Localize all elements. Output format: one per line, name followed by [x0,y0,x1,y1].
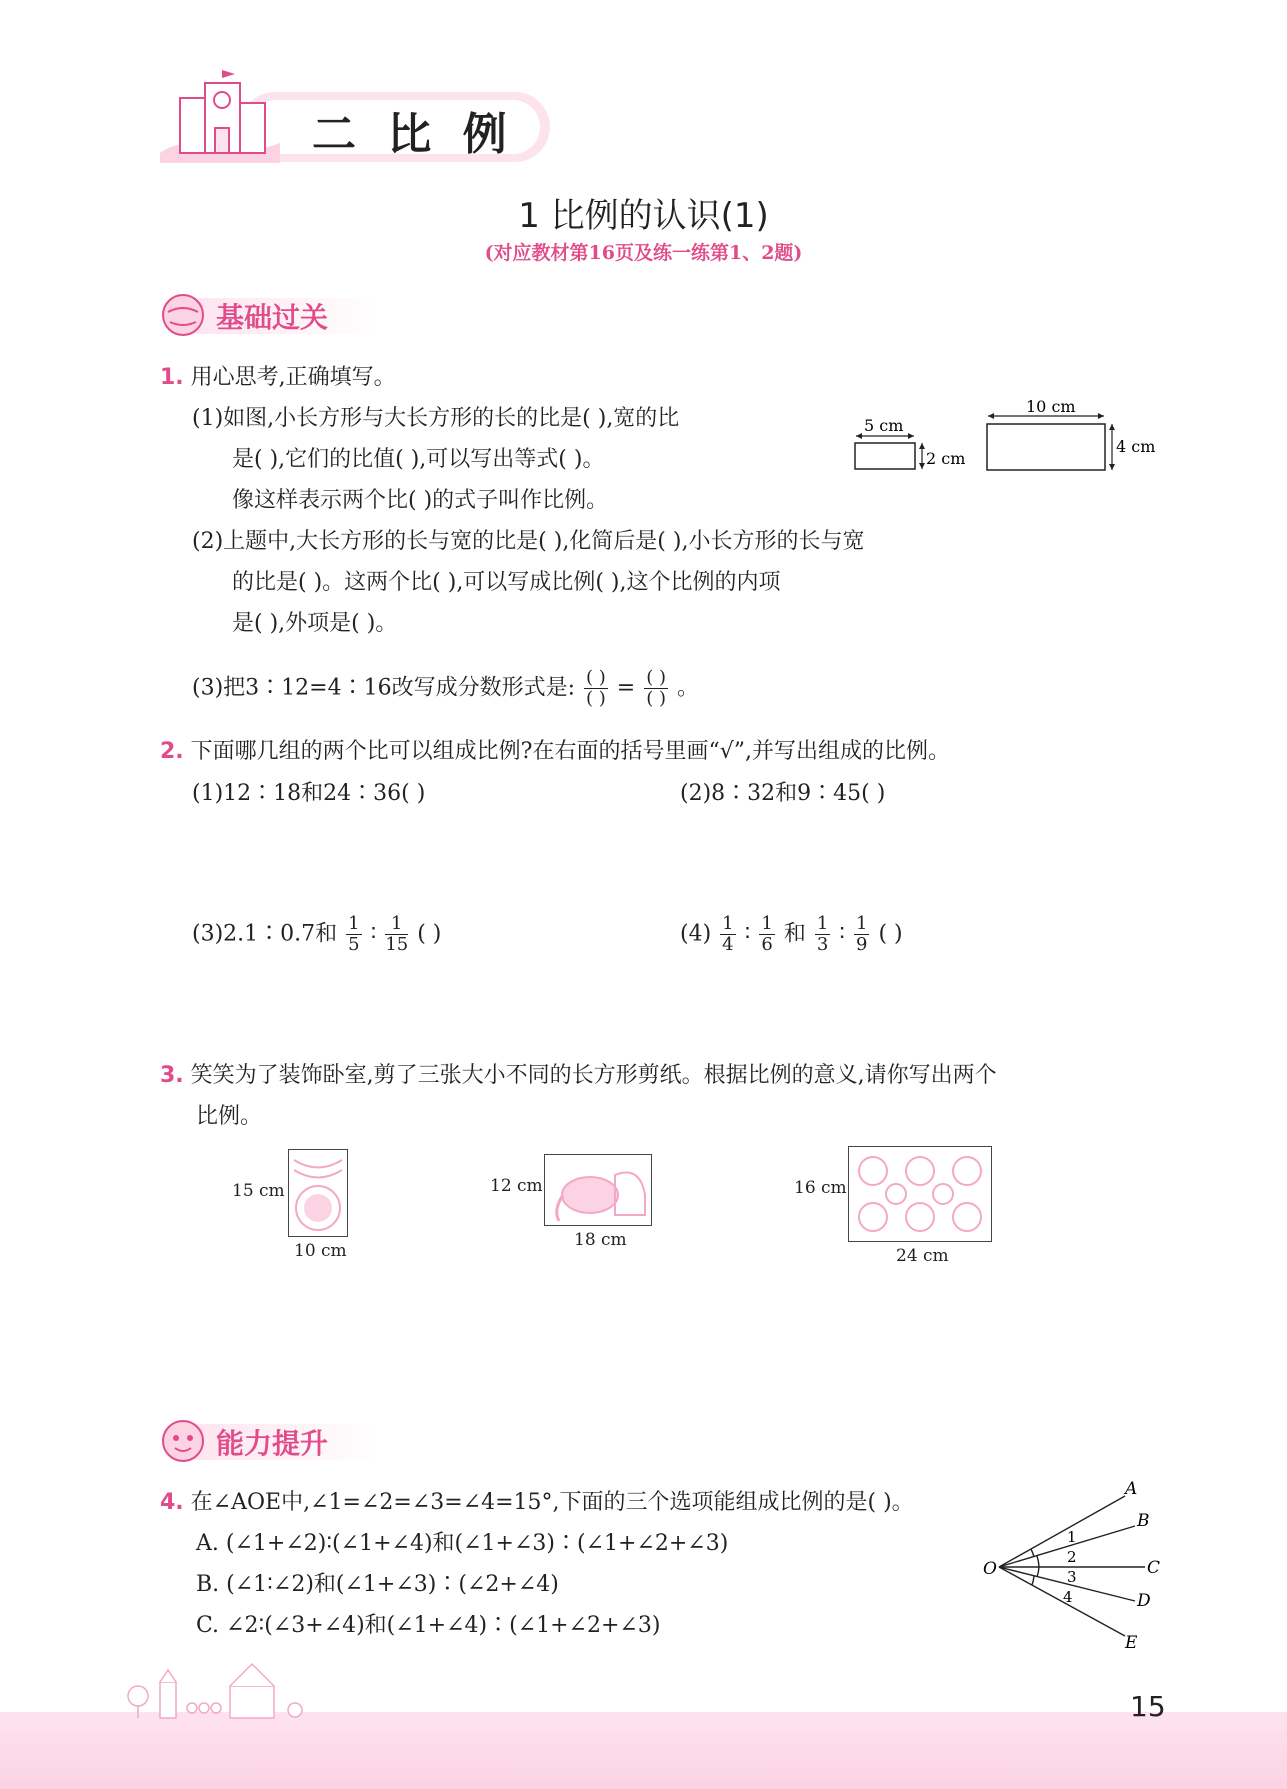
ratio-colon: ∶ [744,921,751,947]
tiger-papercut-icon [289,1150,347,1236]
chapter-title: 二 比 例 [312,109,515,160]
q1-p3-end: 。 [677,675,700,701]
frac-num: 1 [856,913,868,934]
q1-prompt: 用心思考,正确填写。 [190,365,396,390]
paper-cut-1 [230,1145,370,1265]
frac-den: 3 [816,934,829,955]
angle-3-label: 3 [1067,1568,1077,1586]
point-A: A [1125,1480,1138,1499]
big-rect-length: 10 cm [1026,398,1076,416]
q4-prompt-row [160,1489,914,1517]
small-rect-length: 5 cm [864,416,904,435]
q1-p3-blank-num2[interactable]: ( ) [646,667,666,688]
q4-option-b[interactable]: B. (∠1∶∠2)和(∠1+∠3)∶(∠2+∠4) [196,1572,559,1597]
globe-icon [160,292,206,338]
frac-den: 15 [385,934,409,955]
q2-p3-suffix: ( ) [417,921,442,947]
q2-p4-and: 和 [783,921,806,947]
point-C: C [1147,1558,1161,1578]
frac-num: 1 [385,914,408,935]
frac-num: 1 [761,913,773,934]
elephant-papercut-icon [545,1155,651,1225]
q1-p3-blank-den1[interactable]: ( ) [586,688,606,709]
q1-p3-prefix: (3)把3∶12=4∶16改写成分数形式是: [192,675,575,701]
frac-num: 1 [816,913,829,934]
paper1-width: 10 cm [294,1241,347,1261]
q2-p4-row [680,914,903,955]
paper2-height: 12 cm [490,1176,543,1196]
frac-den: 4 [722,934,734,955]
q4-option-a[interactable]: A. (∠1+∠2)∶(∠1+∠4)和(∠1+∠3)∶(∠1+∠2+∠3) [196,1531,729,1556]
q1-rectangles-figure [850,398,1180,488]
q1-p1-line1: (1)如图,小长方形与大长方形的长的比是( ),宽的比 [192,406,680,431]
section-advanced [160,1416,380,1466]
paper-cut-3 [792,1142,1012,1272]
q2-prompt: 下面哪几组的两个比可以组成比例?在右面的括号里画“√”,并写出组成的比例。 [190,739,950,764]
section-advanced-title: 能力提升 [216,1427,329,1460]
paper1-height: 15 cm [232,1181,285,1201]
q3-line2: 比例。 [196,1104,263,1129]
q2-p4-frac-2 [759,914,774,955]
q2-number: 2. [160,739,184,764]
point-O: O [983,1559,997,1579]
frac-den: 5 [348,934,360,955]
school-building-icon [150,68,290,168]
footer-castle-icon [120,1660,330,1720]
q4-angle-figure [975,1480,1175,1650]
big-rect-width: 4 cm [1116,437,1156,456]
q1-p2-line3: 是( ),外项是( )。 [232,611,398,636]
q1-number: 1. [160,365,184,390]
paper3-height: 16 cm [794,1178,847,1198]
q1-p3-row [192,668,699,709]
frac-den: 6 [761,934,773,955]
small-rect-width: 2 cm [926,449,966,468]
floral-pattern-papercut-icon [849,1147,991,1241]
frac-den: 9 [856,934,868,955]
q2-prompt-row [160,738,950,766]
q4-option-c[interactable]: C. ∠2∶(∠3+∠4)和(∠1+∠4)∶(∠1+∠2+∠3) [196,1613,661,1638]
q1-p3-blank-den2[interactable]: ( ) [646,688,666,709]
q2-p4-frac-3 [815,914,830,955]
section-basic [160,290,380,340]
ratio-colon: ∶ [370,921,377,947]
q3-number: 3. [160,1063,184,1088]
q1-p3-frac-1 [584,668,608,709]
q2-p4-suffix: ( ) [878,921,903,947]
paper-cut-2 [488,1150,668,1260]
frac-num: 1 [722,913,734,934]
q1-p2-line1: (2)上题中,大长方形的长与宽的比是( ),化简后是( ),小长方形的长与宽 [192,529,865,554]
q2-p3-frac-1 [346,914,361,955]
q2-p3-row [192,914,441,955]
q3-row1 [160,1062,997,1090]
q1-p1-line2: 是( ),它们的比值( ),可以写出等式( )。 [232,447,605,472]
page-number: 15 [1130,1690,1166,1723]
q2-p3-frac-2 [385,914,408,955]
chapter-header [150,88,550,168]
frac-num: 1 [348,913,360,934]
q1-p1-line3: 像这样表示两个比( )的式子叫作比例。 [232,488,609,513]
q2-p3-prefix: (3)2.1∶0.7和 [192,921,338,947]
q4-prompt: 在∠AOE中,∠1=∠2=∠3=∠4=15°,下面的三个选项能组成比例的是( )。 [190,1490,914,1515]
ratio-colon: ∶ [839,921,846,947]
q1-p3-frac-2 [644,668,668,709]
q3-line1: 笑笑为了装饰卧室,剪了三张大小不同的长方形剪纸。根据比例的意义,请你写出两个 [190,1063,997,1088]
point-B: B [1137,1511,1150,1531]
q2-p2: (2)8∶32和9∶45( ) [680,781,886,806]
section-basic-title: 基础过关 [216,301,329,334]
lesson-title: 1 比例的认识(1) [518,196,769,236]
q2-p4-prefix: (4) [680,921,712,947]
q1-p3-equals: = [616,675,636,701]
thinking-character-icon [160,1418,206,1464]
angle-2-label: 2 [1067,1548,1077,1566]
q1-p3-blank-num1[interactable]: ( ) [586,667,606,688]
angle-1-label: 1 [1067,1528,1077,1546]
q4-number: 4. [160,1490,184,1515]
point-E: E [1125,1633,1138,1650]
footer-band [0,1712,1287,1789]
angle-4-label: 4 [1063,1588,1073,1606]
point-D: D [1137,1591,1151,1611]
q2-p4-frac-1 [720,914,735,955]
paper3-width: 24 cm [896,1246,949,1266]
q1-prompt-row [160,364,396,392]
q2-p1: (1)12∶18和24∶36( ) [192,781,426,806]
q2-p4-frac-4 [854,914,869,955]
q1-p2-line2: 的比是( )。这两个比( ),可以写成比例( ),这个比例的内项 [232,570,781,595]
lesson-subtitle: (对应教材第16页及练一练第1、2题) [484,242,803,264]
paper2-width: 18 cm [574,1230,627,1250]
